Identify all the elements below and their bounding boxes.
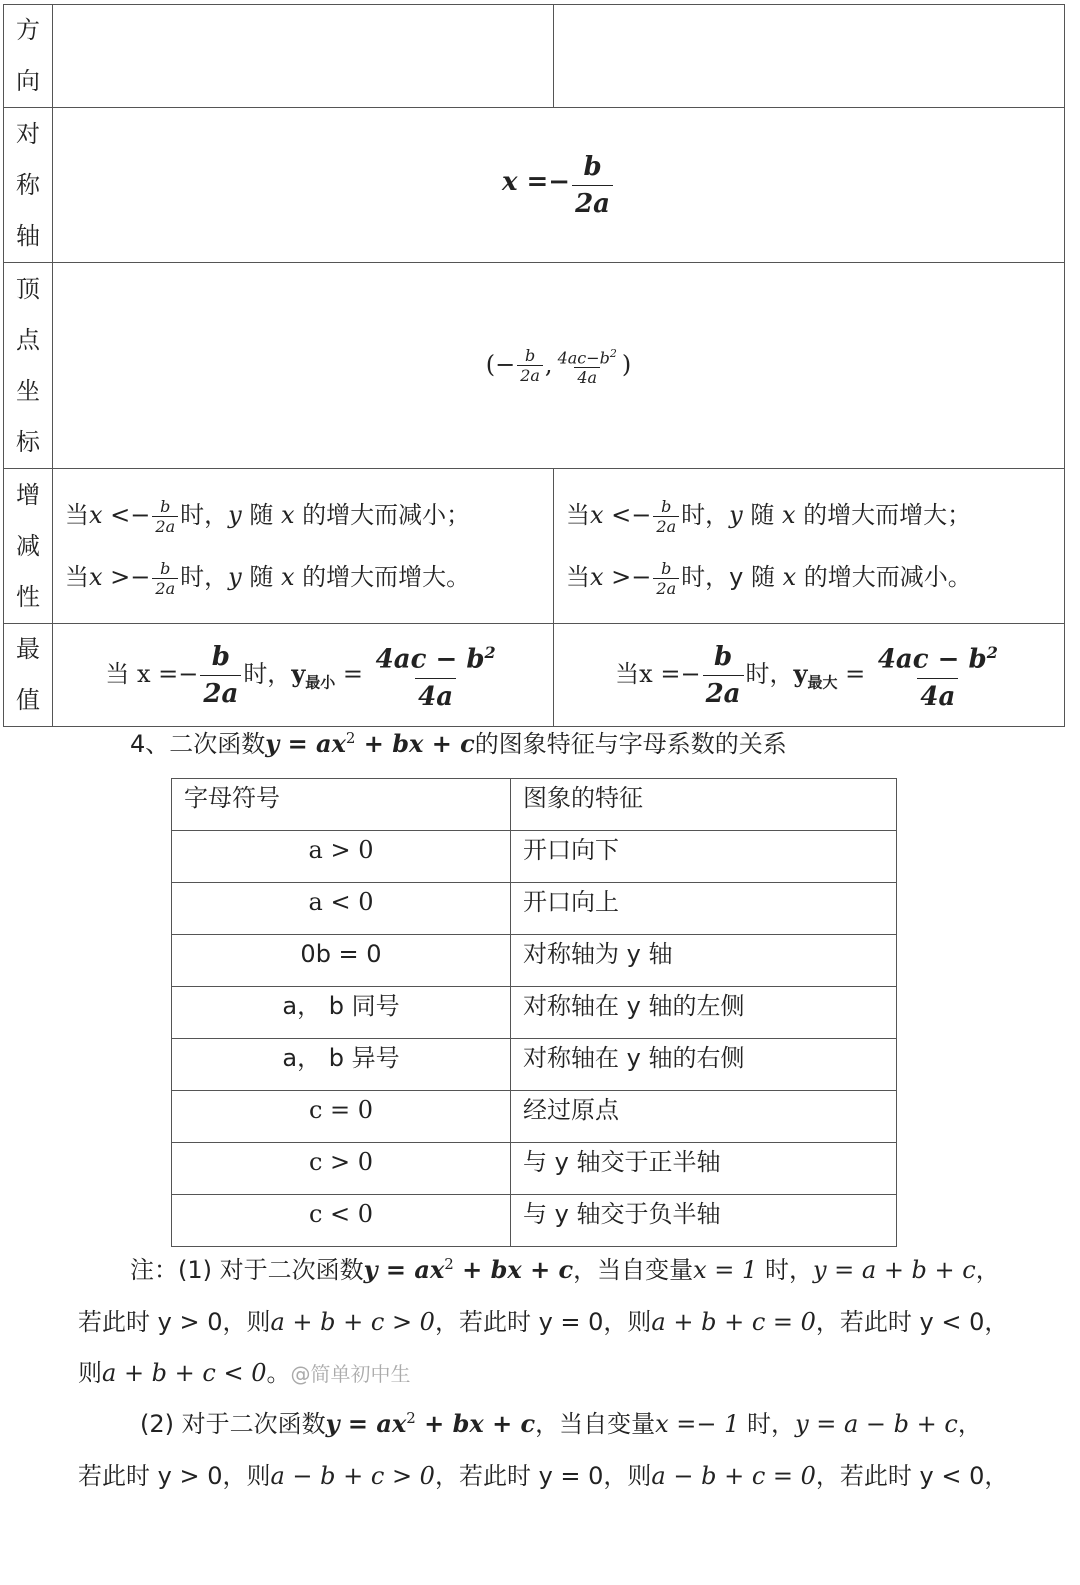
monotonicity-row [4, 469, 1065, 624]
properties-table [3, 4, 1065, 727]
table-row: a， b 异号 对称轴在 y 轴的右侧 [172, 1039, 897, 1091]
vertex-row [4, 263, 1065, 469]
extreme-label: 最 值 [4, 624, 53, 727]
axis-formula: x =− $\frac{b}{2a}$ [53, 108, 1065, 263]
note-1-line-3: 则a + b + c < 0。@简单初中生 [78, 1359, 411, 1387]
coefficient-sign-table [171, 778, 897, 1247]
vertex-label: 顶 点 坐 标 [4, 263, 53, 469]
extreme-row [4, 624, 1065, 727]
extreme-right: 当x =− $\frac{b}{2a}$ 时，$y_{最大}$ = $\frac{4ac - b^2}{4a}$ [554, 624, 1065, 727]
monotonicity-right [554, 469, 1065, 624]
table-row: a， b 同号 对称轴在 y 轴的左侧 [172, 987, 897, 1039]
note-2-line-1: (2) 对于二次函数$y = ax^2$ + bx + c，当自变量x =− 1 时，y = a − b + c， [140, 1409, 982, 1438]
note-2-line-2: 若此时 y > 0，则a − b + c > 0，若此时 y = 0，则a − b + c = 0，若此时 y < 0， [78, 1462, 1009, 1490]
table-row: c > 0 与 y 轴交于正半轴 [172, 1143, 897, 1195]
monotonicity-label: 增 减 性 [4, 469, 53, 624]
axis-label: 对 称 轴 [4, 108, 53, 263]
table-row: c < 0 与 y 轴交于负半轴 [172, 1195, 897, 1247]
note-1-line-1: 注：(1) 对于二次函数$y = ax^2$ + bx + c，当自变量x = 1 时，y = a + b + c， [130, 1255, 1000, 1284]
note-1-line-2: 若此时 y > 0，则a + b + c > 0，若此时 y = 0，则a + b + c = 0，若此时 y < 0， [78, 1308, 1009, 1336]
direction-cell-left [53, 5, 554, 108]
extreme-left: 当 x =− $\frac{b}{2a}$ 时，$y_{最小}$ = $\frac{4ac - b^2}{4a}$ [53, 624, 554, 727]
mono-left-line-2: 当x >− $\frac{b}{2a}$ 时，y 随 x 的增大而增大。 [65, 558, 471, 598]
watermark: @简单初中生 [290, 1362, 411, 1386]
vertex-formula: (− $\frac{b}{2a}$ , $\frac{4ac-b^2}{4a}$ ) [53, 263, 1065, 469]
table-row: a < 0 开口向上 [172, 883, 897, 935]
mono-left-line-1: 当x <− $\frac{b}{2a}$ 时，y 随 x 的增大而减小； [65, 496, 471, 536]
header-symbol: 字母符号 [172, 779, 511, 831]
table-row: c = 0 经过原点 [172, 1091, 897, 1143]
table-row: 0b = 0 对称轴为 y 轴 [172, 935, 897, 987]
direction-label: 方 向 [4, 5, 53, 108]
table-row: a > 0 开口向下 [172, 831, 897, 883]
table-header-row [172, 779, 897, 831]
axis-row [4, 108, 1065, 263]
section-heading: 4、二次函数$y = ax^2$ + bx + c的图象特征与字母系数的关系 [130, 729, 787, 758]
monotonicity-left [53, 469, 554, 624]
header-feature: 图象的特征 [511, 779, 897, 831]
direction-row [4, 5, 1065, 108]
axis-fraction: $\frac{b}{2a}$ [572, 149, 613, 222]
mono-right-line-2: 当x >− $\frac{b}{2a}$ 时，y 随 x 的增大而减小。 [566, 558, 972, 598]
direction-cell-right [554, 5, 1065, 108]
mono-right-line-1: 当x <− $\frac{b}{2a}$ 时，y 随 x 的增大而增大； [566, 496, 972, 536]
